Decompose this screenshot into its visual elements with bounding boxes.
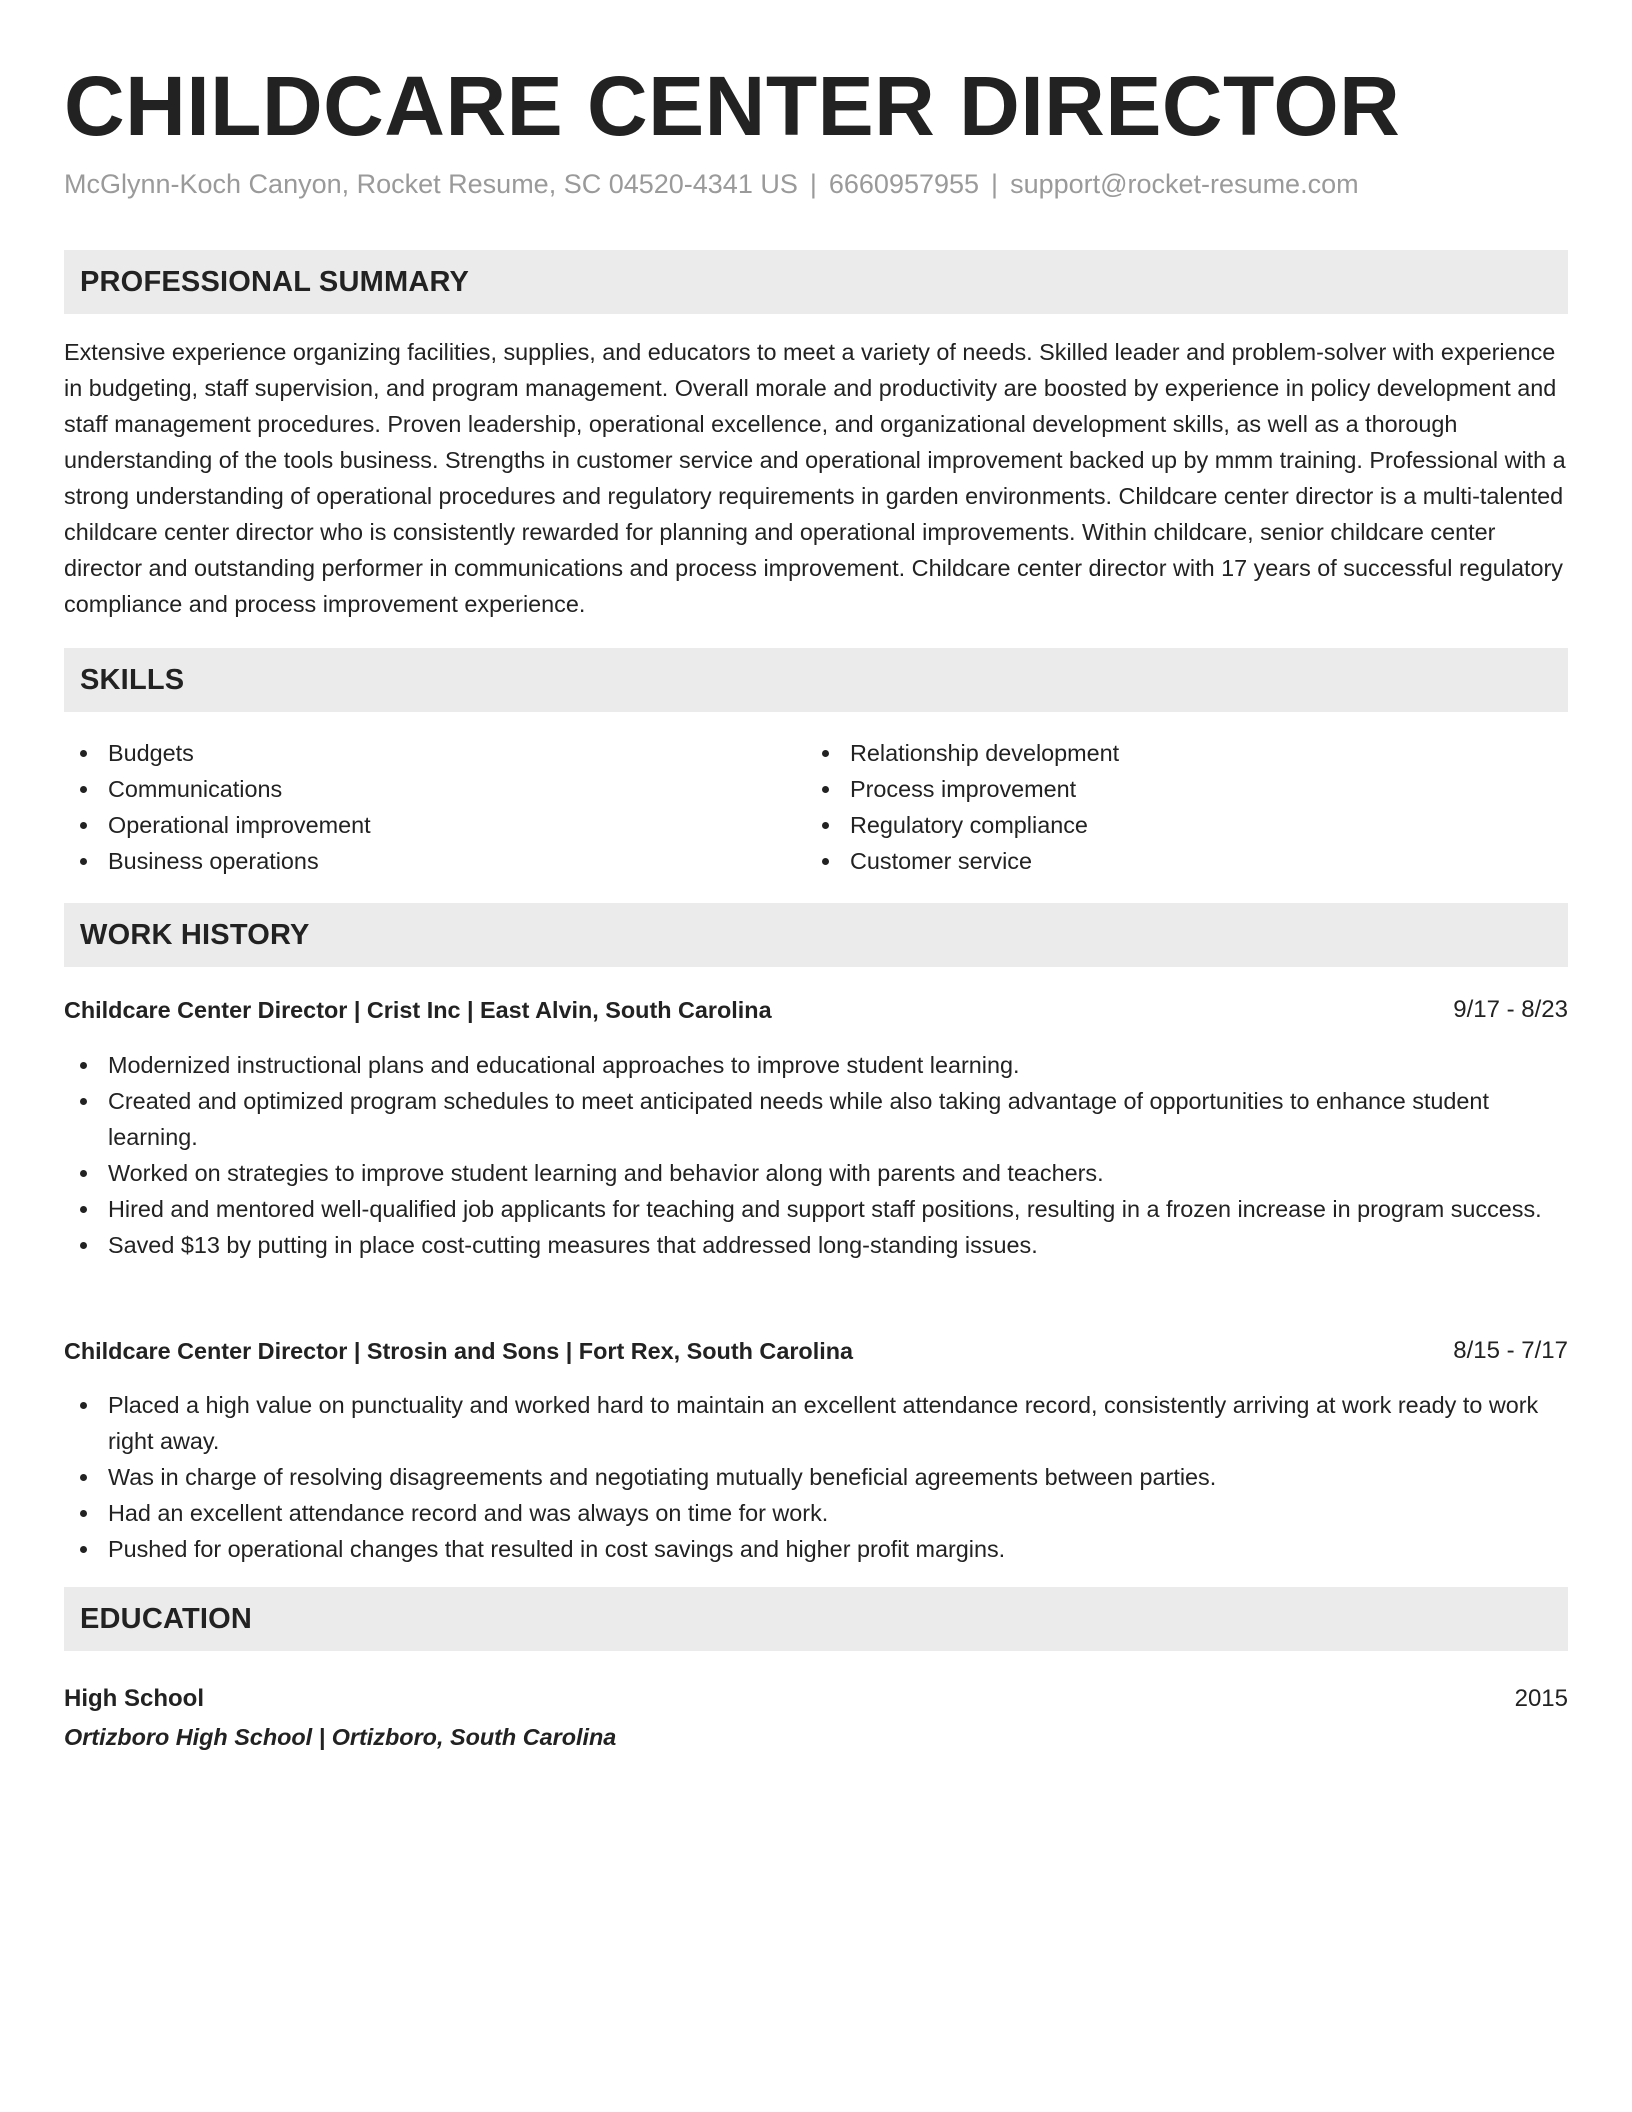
education-school: Ortizboro High School | Ortizboro, South Carolina — [64, 1724, 617, 1750]
job-dates: 9/17 - 8/23 — [1453, 996, 1568, 1023]
job-bullet: Hired and mentored well-qualified job applicants for teaching and support staff positions, resulting in a frozen increase in program success. — [64, 1191, 1568, 1227]
contact-phone: 6660957955 — [828, 169, 980, 199]
skills-list-right — [806, 735, 1119, 879]
section-header-education: EDUCATION — [64, 1587, 1568, 1651]
skill-item: Customer service — [806, 843, 1119, 879]
job-bullet: Placed a high value on punctuality and worked hard to maintain an excellent attendance record, consistently arriving at work ready to work right away. — [64, 1387, 1568, 1459]
education-year: 2015 — [1514, 1685, 1568, 1712]
contact-line — [64, 166, 1359, 202]
education-degree: High School — [64, 1685, 204, 1712]
job-dates: 8/15 - 7/17 — [1453, 1337, 1568, 1364]
job-title: Childcare Center Director | Strosin and Sons | Fort Rex, South Carolina — [64, 1338, 854, 1364]
contact-separator: | — [809, 169, 817, 199]
job-bullet: Saved $13 by putting in place cost-cutting measures that addressed long-standing issues. — [64, 1227, 1568, 1263]
contact-email: support@rocket-resume.com — [1010, 169, 1359, 199]
job-title: Childcare Center Director | Crist Inc | East Alvin, South Carolina — [64, 997, 772, 1023]
summary-text: Extensive experience organizing facilities, supplies, and educators to meet a variety of needs. Skilled leader and problem-solver with experience in budgeting, staff supervision, and program management. Overall morale and productivity are boosted by experience in policy development and staff management procedures. Proven leadership, operational excellence, and organizational development skills, as well as a thorough understanding of the tools business. Strengths in customer service and operational improvement backed up by mmm training. Professional with a strong understanding of operational procedures and regulatory requirements in garden environments. Childcare center director is a multi-talented childcare center director who is consistently rewarded for planning and operational improvements. Within childcare, senior childcare center director and outstanding performer in communications and process improvement. Childcare center director with 17 years of successful regulatory compliance and process improvement experience. — [64, 339, 1566, 617]
job-bullets — [64, 1047, 1568, 1263]
skill-item: Budgets — [64, 735, 371, 771]
job-bullet: Worked on strategies to improve student learning and behavior along with parents and teachers. — [64, 1155, 1568, 1191]
job-bullets — [64, 1387, 1568, 1567]
skill-item: Communications — [64, 771, 371, 807]
job-bullet: Was in charge of resolving disagreements and negotiating mutually beneficial agreements between parties. — [64, 1459, 1568, 1495]
contact-separator: | — [991, 169, 999, 199]
section-header-work-history: WORK HISTORY — [64, 903, 1568, 967]
job-bullet: Had an excellent attendance record and was always on time for work. — [64, 1495, 1568, 1531]
job-bullet: Modernized instructional plans and educational approaches to improve student learning. — [64, 1047, 1568, 1083]
skill-item: Relationship development — [806, 735, 1119, 771]
job-bullet: Pushed for operational changes that resulted in cost savings and higher profit margins. — [64, 1531, 1568, 1567]
skills-list-left — [64, 735, 371, 879]
skill-item: Process improvement — [806, 771, 1119, 807]
section-header-summary: PROFESSIONAL SUMMARY — [64, 250, 1568, 314]
resume-title: CHILDCARE CENTER DIRECTOR — [64, 59, 1401, 153]
skill-item: Operational improvement — [64, 807, 371, 843]
skill-item: Business operations — [64, 843, 371, 879]
section-header-skills: SKILLS — [64, 648, 1568, 712]
skill-item: Regulatory compliance — [806, 807, 1119, 843]
job-bullet: Created and optimized program schedules to meet anticipated needs while also taking advantage of opportunities to enhance student learning. — [64, 1083, 1568, 1155]
contact-address: McGlynn-Koch Canyon, Rocket Resume, SC 04520-4341 US — [64, 169, 798, 199]
